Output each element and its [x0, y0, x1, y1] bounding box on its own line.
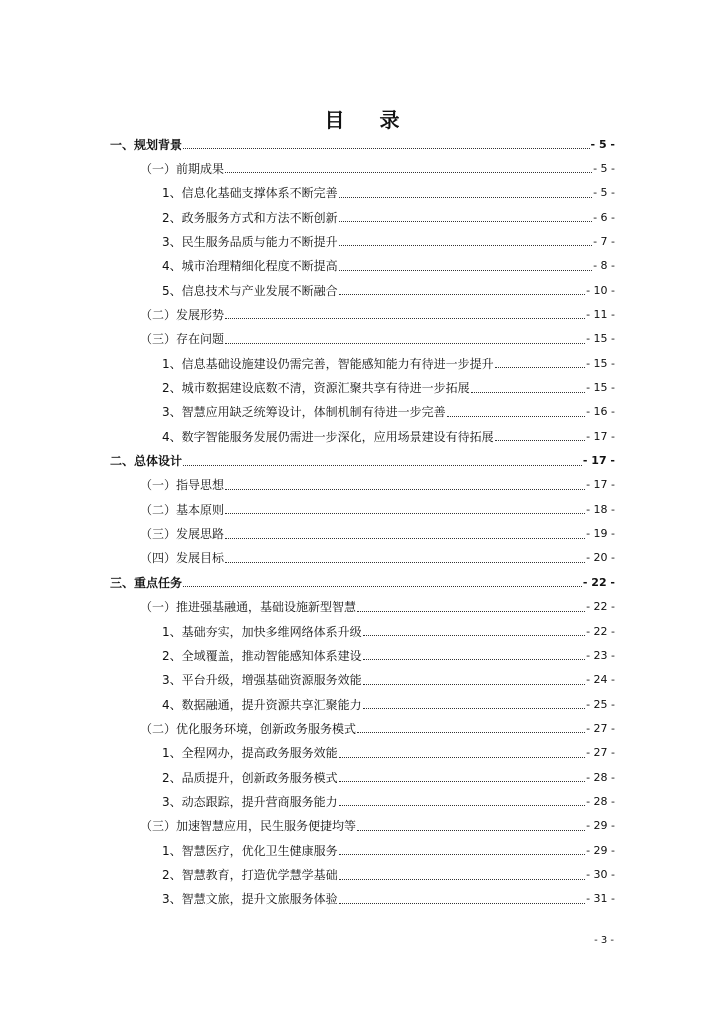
toc-entry-page: - 15 - [586, 381, 615, 394]
toc-entry[interactable] [162, 670, 615, 690]
toc-entry[interactable] [110, 572, 615, 592]
toc-entry-label: 2、城市数据建设底数不清，资源汇聚共享有待进一步拓展 [162, 381, 470, 395]
toc-entry[interactable] [162, 694, 615, 714]
toc-entry-page: - 16 - [586, 405, 615, 419]
toc-entry-label: （一）前期成果 [140, 161, 225, 176]
dot-leader [183, 147, 590, 149]
dot-leader [363, 658, 585, 660]
toc-entry[interactable] [140, 548, 615, 568]
toc-entry[interactable] [162, 645, 615, 665]
toc-entry[interactable] [162, 840, 615, 860]
toc-entry-label: （二）基本原则 [140, 502, 225, 517]
dot-leader [363, 634, 585, 636]
toc-entry-page: - 5 - [593, 161, 615, 175]
dot-leader [225, 317, 585, 319]
toc-entry-page: - 30 - [586, 868, 615, 881]
dot-leader [357, 731, 585, 733]
toc-entry[interactable] [162, 767, 615, 787]
toc-entry-page: - 28 - [586, 770, 615, 784]
toc-entry[interactable] [140, 304, 615, 324]
toc-entry[interactable] [162, 889, 615, 909]
toc-entry-label: （二）优化服务环境，创新政务服务模式 [140, 721, 357, 736]
dot-leader [339, 756, 585, 758]
toc-entry-page: - 15 - [586, 356, 615, 370]
toc-entry-label: （二）发展形势 [140, 307, 225, 322]
toc-entry[interactable] [110, 134, 615, 154]
toc-entry-label: 1、信息化基础支撑体系不断完善 [162, 186, 338, 201]
toc-entry[interactable] [162, 256, 615, 276]
toc-entry[interactable] [140, 499, 615, 519]
toc-entry-page: - 27 - [586, 721, 615, 735]
toc-entry[interactable] [140, 329, 615, 349]
toc-entry[interactable] [162, 402, 615, 422]
dot-leader [357, 829, 585, 831]
toc-entry-page: - 11 - [586, 307, 615, 321]
dot-leader [183, 585, 582, 587]
toc-entry[interactable] [162, 378, 615, 398]
toc-entry-label: 1、智慧医疗，优化卫生健康服务 [162, 843, 338, 858]
dot-leader [471, 391, 585, 393]
toc-entry[interactable] [162, 791, 615, 811]
toc-entry-label: 5、信息技术与产业发展不断融合 [162, 283, 338, 298]
toc-entry-page: - 19 - [586, 527, 615, 541]
dot-leader [339, 244, 592, 246]
page-title: 目 录 [324, 108, 414, 132]
dot-leader [363, 683, 585, 685]
dot-leader [339, 780, 585, 782]
toc-entry[interactable] [162, 280, 615, 300]
toc-entry[interactable] [162, 865, 615, 885]
toc-entry-page: - 15 - [586, 332, 615, 346]
dot-leader [363, 707, 585, 709]
dot-leader [339, 878, 585, 880]
toc-entry-label: 3、智慧应用缺乏统筹设计，体制机制有待进一步完善 [162, 405, 446, 420]
toc-entry-page: - 6 - [593, 210, 615, 224]
toc-entry-page: - 28 - [586, 794, 615, 808]
toc-entry-page: - 29 - [586, 843, 615, 857]
toc-entry-label: 三、重点任务 [110, 575, 183, 590]
toc-entry-label: （一）推进强基融通，基础设施新型智慧 [140, 600, 357, 615]
toc-entry[interactable] [162, 183, 615, 203]
toc-entry-label: 3、民生服务品质与能力不断提升 [162, 234, 338, 249]
toc-entry[interactable] [162, 621, 615, 641]
toc-entry[interactable] [162, 426, 615, 446]
toc-entry-label: 2、全域覆盖，推动智能感知体系建设 [162, 648, 362, 663]
dot-leader [357, 610, 585, 612]
toc-entry-label: （一）指导思想 [140, 478, 225, 493]
toc-entry[interactable] [140, 597, 615, 617]
toc-entry-label: 4、城市治理精细化程度不断提高 [162, 259, 338, 274]
toc-entry-page: - 5 - [590, 137, 615, 151]
toc-entry-label: 1、全程网办，提高政务服务效能 [162, 746, 338, 761]
dot-leader [339, 804, 585, 806]
toc-entry-page: - 7 - [593, 234, 615, 248]
toc-entry-label: （四）发展目标 [140, 551, 225, 566]
toc-entry-page: - 22 - [586, 624, 615, 638]
dot-leader [339, 853, 585, 855]
dot-leader [447, 415, 585, 417]
dot-leader [339, 902, 585, 904]
dot-leader [339, 196, 592, 198]
toc-entry-page: - 22 - [582, 575, 615, 589]
toc-entry-page: - 17 - [582, 454, 615, 468]
toc-entry-label: （三）加速智慧应用，民生服务便捷均等 [140, 819, 357, 834]
toc-entry-label: 3、智慧文旅，提升文旅服务体验 [162, 892, 338, 907]
dot-leader [225, 171, 592, 173]
toc-entry-page: - 29 - [586, 819, 615, 833]
toc-entry[interactable] [162, 743, 615, 763]
toc-entry-label: 2、政务服务方式和方法不断创新 [162, 210, 338, 225]
toc-entry-page: - 25 - [586, 697, 615, 711]
toc-entry-label: 二、总体设计 [110, 454, 183, 469]
toc-entry-label: 1、基础夯实，加快多维网络体系升级 [162, 624, 362, 639]
toc-entry-page: - 27 - [586, 746, 615, 760]
toc-entry[interactable] [140, 718, 615, 738]
toc-entry-page: - 22 - [586, 600, 615, 614]
dot-leader [183, 464, 582, 466]
toc-entry-label: 1、信息基础设施建设仍需完善，智能感知能力有待进一步提升 [162, 356, 494, 371]
toc-entry-label: 4、数字智能服务发展仍需进一步深化，应用场景建设有待拓展 [162, 429, 494, 444]
toc-entry[interactable] [140, 158, 615, 178]
toc-entry-label: 3、动态跟踪，提升营商服务能力 [162, 794, 338, 809]
page-number: - 3 - [594, 935, 614, 946]
toc-entry[interactable] [140, 524, 615, 544]
toc-entry-page: - 23 - [586, 648, 615, 662]
toc-entry-page: - 17 - [586, 478, 615, 492]
toc-entry-label: 4、数据融通，提升资源共享汇聚能力 [162, 697, 362, 712]
toc-entry[interactable] [140, 816, 615, 836]
toc-entry-label: 一、规划背景 [110, 137, 183, 152]
toc-entry-label: 2、品质提升，创新政务服务模式 [162, 770, 338, 785]
toc-entry[interactable] [162, 231, 615, 251]
dot-leader [225, 488, 585, 490]
toc-entry-page: - 10 - [586, 283, 615, 297]
toc-entry-page: - 5 - [593, 186, 615, 200]
toc-entry-page: - 24 - [586, 673, 615, 687]
dot-leader [225, 537, 585, 539]
dot-leader [225, 561, 585, 563]
toc-entry-label: （三）发展思路 [140, 527, 225, 542]
toc-entry-page: - 8 - [593, 259, 615, 273]
dot-leader [495, 439, 585, 441]
toc-entry[interactable] [162, 207, 615, 227]
toc-entry-label: 2、智慧教育，打造优学慧学基础 [162, 868, 338, 882]
toc-entry-page: - 17 - [586, 429, 615, 443]
toc-entry[interactable] [140, 475, 615, 495]
dot-leader [225, 342, 585, 344]
dot-leader [339, 220, 592, 222]
toc-entry-page: - 18 - [586, 502, 615, 516]
dot-leader [495, 366, 585, 368]
toc-entry[interactable] [162, 353, 615, 373]
toc-entry-label: 3、平台升级，增强基础资源服务效能 [162, 673, 362, 688]
dot-leader [339, 293, 585, 295]
toc-entry[interactable] [110, 451, 615, 471]
toc-entry-page: - 31 - [586, 892, 615, 906]
dot-leader [225, 512, 585, 514]
dot-leader [339, 269, 592, 271]
toc-entry-label: （三）存在问题 [140, 332, 225, 347]
toc-entry-page: - 20 - [586, 551, 615, 565]
